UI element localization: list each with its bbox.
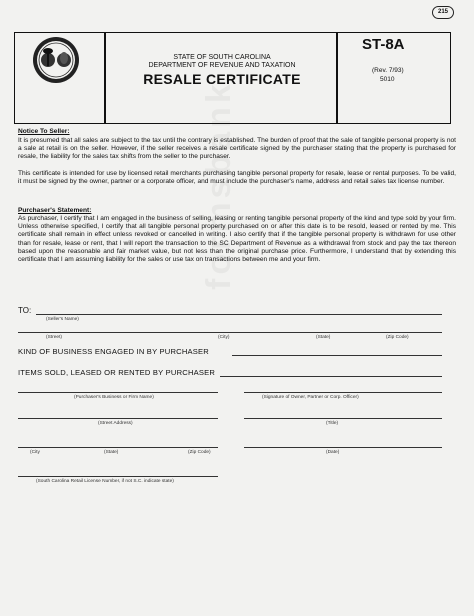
purchaser-business-caption: (Purchaser's Business or Firm Name): [74, 395, 154, 400]
title-caption: (Title): [326, 421, 339, 426]
city-state-zip-field[interactable]: [18, 447, 218, 448]
form-code: 5010: [380, 76, 395, 83]
revision-date: (Rev. 7/93): [372, 67, 404, 74]
city2-caption: (City: [30, 450, 40, 455]
date-field[interactable]: [244, 447, 442, 448]
notice-paragraph-1: It is presumed that all sales are subject to the tax until the contrary is established. The burden of proof that the sale of tangible personal property is not a sale at retail is on the seller. However, if the seller receives a resale certificate signed by the purchaser stating that the property is purchased for resale, the liability for the sales tax shifts from the seller to the purchaser.: [18, 137, 456, 161]
street-address-field[interactable]: [18, 418, 218, 419]
items-sold-label: ITEMS SOLD, LEASED OR RENTED BY PURCHASER: [18, 368, 216, 377]
title-field[interactable]: [244, 418, 442, 419]
sellers-name-field[interactable]: [36, 314, 442, 315]
license-number-field[interactable]: [18, 476, 218, 477]
seller-address-field[interactable]: [18, 332, 442, 333]
statement-text: As purchaser, I certify that I am engaged in the business of selling, leasing or renting tangible personal property of the kind and type sold by your firm. Unless otherwise specified, I certify that all tangible personal property purchased on or after this date is to be resold, leased or rented by me. This certificate shall remain in effect unless revoked or cancelled in writing. I also certify that if the tangible personal property is withdrawn for use other than for resale, lease or rent, that I will report the transaction to the SC Department of Revenue as a withdrawal from stock and pay the tax thereon based upon the reasonable and fair market value, but not less than the original purchase price. Furthermore, I understand that by extending this certificate that I am assuming liability for the sales or use tax on transactions between me and your firm.: [18, 215, 456, 264]
sellers-name-caption: (Seller's Name): [46, 317, 79, 322]
license-caption: (South Carolina Retail License Number, if not S.C. indicate state): [36, 479, 174, 484]
date-caption: (Date): [326, 450, 340, 455]
purchaser-business-field[interactable]: [18, 392, 218, 393]
state-name: STATE OF SOUTH CAROLINA: [173, 54, 271, 61]
form-number: ST-8A: [362, 36, 405, 53]
header-divider-left: [104, 32, 106, 124]
page-number: 215: [432, 6, 454, 19]
header-divider-right: [336, 32, 338, 124]
notice-heading: Notice To Seller:: [18, 128, 70, 135]
department-name: DEPARTMENT OF REVENUE AND TAXATION: [148, 62, 296, 69]
statement-heading: Purchaser's Statement:: [18, 207, 92, 214]
zip-caption: (Zip Code): [386, 335, 409, 340]
zip2-caption: (Zip Code): [188, 450, 211, 455]
state-seal-icon: [32, 36, 80, 84]
kind-of-business-label: KIND OF BUSINESS ENGAGED IN BY PURCHASER: [18, 347, 209, 356]
signature-field[interactable]: [244, 392, 442, 393]
kind-of-business-field[interactable]: [232, 355, 442, 356]
street-address-caption: (Street Address): [98, 421, 133, 426]
notice-paragraph-2: This certificate is intended for use by licensed retail merchants purchasing tangible personal property for resale, lease or rental purposes. To be valid, it must be signed by the owner, partner or a corporate officer, and must include the purchaser's name, address and retail sales tax license number.: [18, 170, 456, 186]
street-caption: (Street): [46, 335, 62, 340]
city-caption: (City): [218, 335, 230, 340]
items-sold-field[interactable]: [220, 376, 442, 377]
state-caption: (State): [316, 335, 331, 340]
form-title: RESALE CERTIFICATE: [143, 71, 301, 87]
to-label: TO:: [18, 306, 32, 315]
state2-caption: (State): [104, 450, 119, 455]
signature-caption: (Signature of Owner, Partner or Corp. Officer): [262, 395, 359, 400]
